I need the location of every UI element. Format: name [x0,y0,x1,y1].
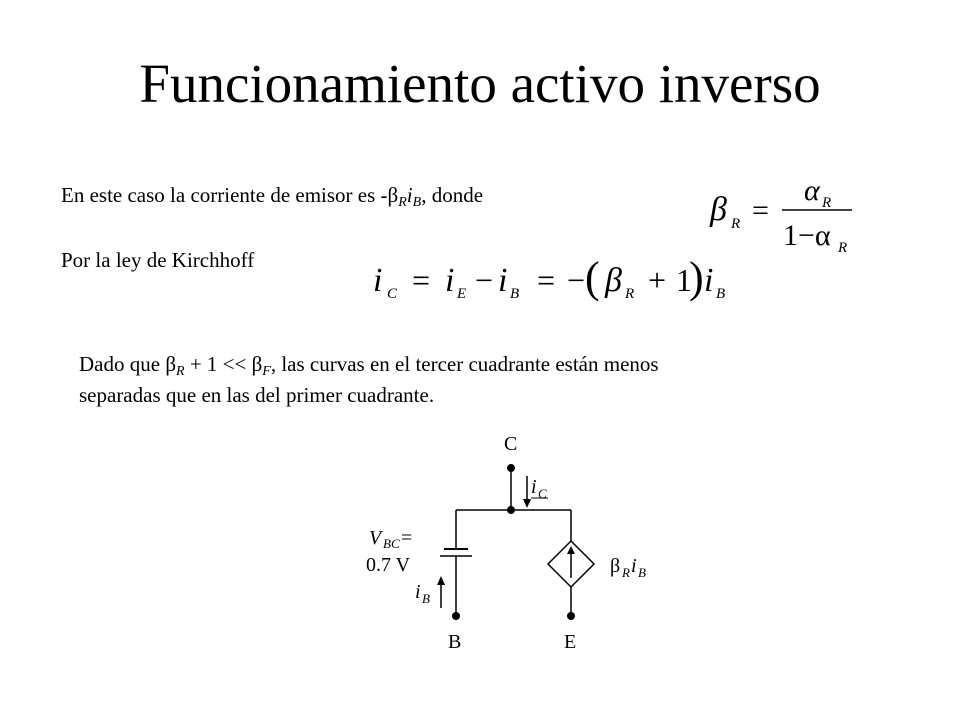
source-i-sub: B [638,565,646,580]
k-ib2-sub: B [716,286,726,302]
formula-beta-r [700,170,870,260]
vbc-label-sub: BC [383,536,400,551]
k-paren-close: ) [689,253,704,302]
ib-arrow-head [437,576,445,585]
formula-alpha-numerator: α [804,174,820,207]
vbc-value: 0.7 V [366,554,411,576]
formula-kirchhoff [365,248,745,308]
beta-symbol: β [387,183,399,207]
k-ib1-sub: B [510,286,520,302]
k-ib2: i [704,262,714,299]
k-paren-open: ( [585,253,600,302]
formula-beta-lhs: β [710,191,727,228]
subscript: R [398,195,407,210]
formula-denominator: 1−α [783,219,831,252]
vbc-label: V [369,527,382,549]
subscript: F [262,364,271,379]
node-c-dot [507,464,515,472]
k-plus: + [648,262,667,298]
paragraph-curves [79,349,659,411]
slide-title: Funcionamiento activo inverso [139,53,821,114]
k-eq1: = [412,262,431,298]
node-b-dot [452,612,460,620]
k-beta: β [605,262,622,299]
subscript: R [176,364,185,379]
text-segment: , donde [421,183,484,207]
ic-label-sub: C [538,486,547,501]
k-ie-sub: E [457,286,467,302]
circuit-diagram [330,420,690,660]
k-ic: i [373,262,383,299]
source-beta: β [610,555,621,577]
node-e-label: E [564,631,577,653]
formula-equals: = [752,194,769,227]
current-symbol: i [406,183,413,207]
node-e-dot [567,612,575,620]
ib-label-sub: B [422,591,430,606]
junction-dot [507,506,515,514]
source-arrow-head [567,546,575,554]
k-minus1: − [475,262,494,298]
ic-arrow-head [523,499,531,508]
source-i: i [631,555,637,577]
formula-denominator-sub: R [838,240,848,256]
text-line-kirchhoff: Por la ley de Kirchhoff [61,248,255,272]
k-eq2: = [537,262,556,298]
text-segment: En este caso la corriente de emisor es - [61,183,388,207]
beta-symbol: β [165,352,176,376]
node-c-label: C [504,433,518,455]
vbc-equals: = [401,527,413,549]
paragraph-line-2: separadas que en las del primer cuadrante. [79,383,435,407]
text-segment: Dado que [79,352,166,376]
paragraph-line-1 [79,349,659,380]
k-beta-sub: R [625,286,635,302]
formula-beta-lhs-sub: R [731,216,741,232]
subscript: B [412,195,422,210]
node-b-label: B [448,631,462,653]
ic-label: i [531,476,537,498]
k-ie: i [445,262,455,299]
k-minus2: − [567,262,586,298]
text-segment: , las curvas en el tercer cuadrante están menos [270,352,659,376]
text-segment: + 1 << [184,352,252,376]
k-ib1: i [498,262,508,299]
ib-label: i [415,581,421,603]
formula-alpha-numerator-sub: R [822,195,832,211]
source-beta-sub: R [622,565,630,580]
beta-symbol: β [251,352,263,376]
text-line-emitter-current [61,183,483,208]
k-one: 1 [676,262,692,298]
k-ic-sub: C [387,286,398,302]
